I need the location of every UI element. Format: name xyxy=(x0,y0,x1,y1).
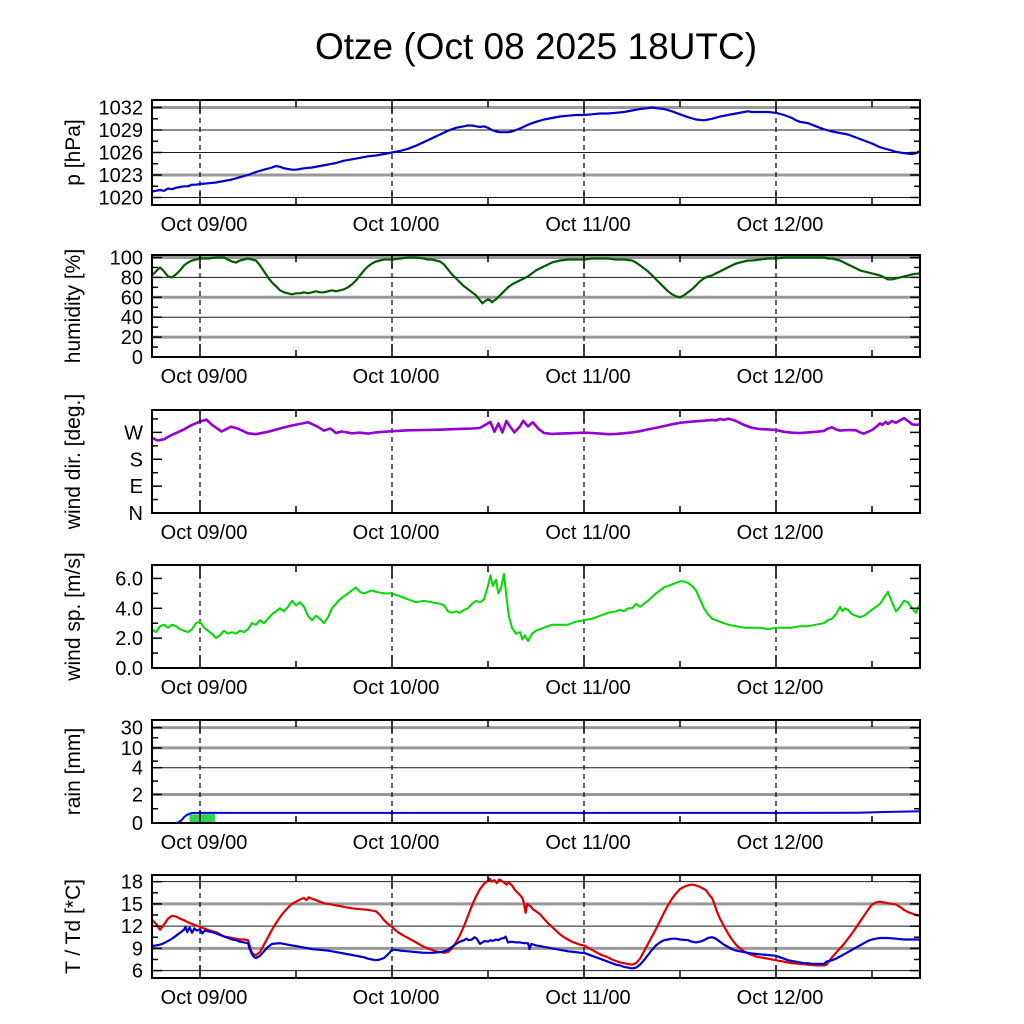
wind_speed-line xyxy=(152,574,920,641)
x-tick-label: Oct 11/00 xyxy=(545,522,631,544)
rain-frame xyxy=(152,720,920,823)
panel-wind_dir xyxy=(62,394,920,544)
rain-ytick-label: 2 xyxy=(131,784,143,807)
x-tick-label: Oct 11/00 xyxy=(545,677,631,699)
temperature-ytick-label: 15 xyxy=(120,893,143,916)
x-tick-label: Oct 12/00 xyxy=(736,522,824,544)
wind_direction-line xyxy=(152,418,920,440)
x-tick-label: Oct 10/00 xyxy=(352,677,440,699)
panel-temperature xyxy=(62,872,920,1009)
x-tick-label: Oct 12/00 xyxy=(736,677,824,699)
temperature-ytick-label: 18 xyxy=(120,871,143,894)
rain-bar xyxy=(202,814,216,823)
pressure-ytick-label: 1032 xyxy=(98,97,143,120)
panel-rain xyxy=(62,718,920,854)
pressure-ytick-label: 1029 xyxy=(98,120,143,142)
chart-title: Otze (Oct 08 2025 18UTC) xyxy=(314,26,758,67)
humidity-ytick-label: 20 xyxy=(120,327,143,350)
x-tick-label: Oct 09/00 xyxy=(160,677,248,699)
humidity-ytick-label: 40 xyxy=(120,307,143,330)
rain-ytick-label: 10 xyxy=(120,737,143,760)
wind_speed-ytick-label: 6.0 xyxy=(115,568,143,591)
rain-ytick-label: 0 xyxy=(131,813,143,835)
wind_dir-axis-title: wind dir. [deg.] xyxy=(62,393,85,530)
wind_speed-axis-title: wind sp. [m/s] xyxy=(62,552,85,681)
x-tick-label: Oct 12/00 xyxy=(736,832,824,854)
panel-humidity xyxy=(62,247,920,388)
x-tick-label: Oct 10/00 xyxy=(352,522,440,544)
x-tick-label: Oct 10/00 xyxy=(352,366,440,388)
temperature-line xyxy=(152,879,920,966)
panel-pressure xyxy=(62,98,920,237)
pressure-line xyxy=(152,108,920,192)
x-tick-label: Oct 09/00 xyxy=(160,366,248,388)
pressure-ytick-label: 1023 xyxy=(98,165,143,187)
x-tick-label: Oct 12/00 xyxy=(736,366,824,388)
x-tick-label: Oct 09/00 xyxy=(160,832,248,854)
temperature-ytick-label: 12 xyxy=(120,916,143,939)
rain_accumulated-line xyxy=(152,811,920,823)
humidity-ytick-label: 80 xyxy=(120,267,143,290)
wind_dir-ytick-label: N xyxy=(128,503,143,525)
x-tick-label: Oct 11/00 xyxy=(545,214,631,236)
x-tick-label: Oct 10/00 xyxy=(352,832,440,854)
x-tick-label: Oct 12/00 xyxy=(736,987,824,1009)
x-tick-label: Oct 11/00 xyxy=(545,832,631,854)
rain-axis-title: rain [mm] xyxy=(62,727,85,816)
pressure-axis-title: p [hPa] xyxy=(62,119,85,186)
wind_speed-frame xyxy=(152,565,920,668)
temperature-axis-title: T / Td [*C] xyxy=(62,879,85,974)
x-tick-label: Oct 11/00 xyxy=(545,987,631,1009)
rain-ytick-label: 30 xyxy=(120,717,143,740)
wind_dir-ytick-label: S xyxy=(129,449,143,472)
wind_dir-ytick-label: E xyxy=(129,476,143,499)
x-tick-label: Oct 09/00 xyxy=(160,987,248,1009)
pressure-ytick-label: 1026 xyxy=(98,142,143,165)
humidity-ytick-label: 60 xyxy=(120,287,143,310)
x-tick-label: Oct 11/00 xyxy=(545,366,631,388)
wind_speed-ytick-label: 0.0 xyxy=(115,658,143,680)
humidity-axis-title: humidity [%] xyxy=(62,248,85,364)
panel-wind_speed xyxy=(62,552,920,699)
wind_speed-ytick-label: 2.0 xyxy=(115,628,143,651)
humidity-ytick-label: 100 xyxy=(109,247,143,270)
wind_dir-ytick-label: W xyxy=(124,422,143,445)
pressure-ytick-label: 1020 xyxy=(98,187,143,210)
wind_speed-ytick-label: 4.0 xyxy=(115,598,143,621)
x-tick-label: Oct 09/00 xyxy=(160,522,248,544)
x-tick-label: Oct 10/00 xyxy=(352,214,440,236)
x-tick-label: Oct 12/00 xyxy=(736,214,824,236)
temperature-ytick-label: 6 xyxy=(131,960,143,983)
rain-ytick-label: 4 xyxy=(131,757,143,780)
x-tick-label: Oct 09/00 xyxy=(160,214,248,236)
x-tick-label: Oct 10/00 xyxy=(352,987,440,1009)
humidity-ytick-label: 0 xyxy=(131,347,143,369)
temperature-ytick-label: 9 xyxy=(131,938,143,961)
